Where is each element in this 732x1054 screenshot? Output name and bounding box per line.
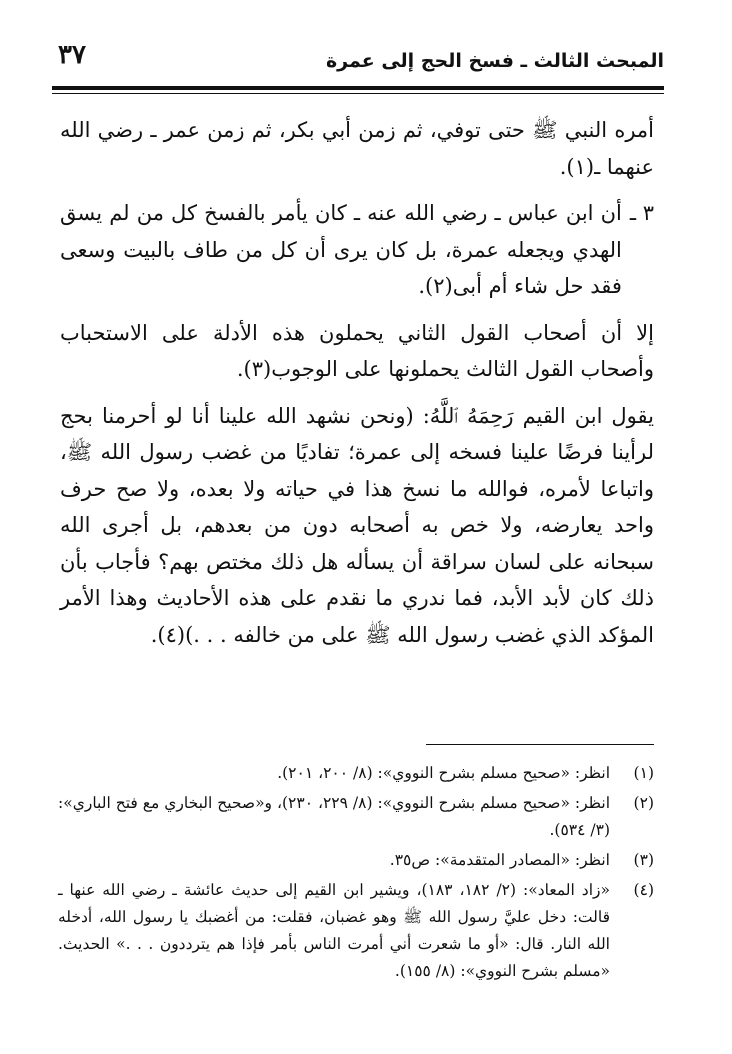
footnote-text: انظر: «صحيح مسلم بشرح النووي»: (٨/ ٢٠٠، ٢٠١). (277, 764, 610, 782)
footnote-text: انظر: «صحيح مسلم بشرح النووي»: (٨/ ٢٢٩، ٢٣٠)، و«صحيح البخاري مع فتح الباري»: (٣/ ٥٣٤). (58, 794, 610, 839)
footnote (58, 790, 654, 844)
footnote (58, 877, 654, 985)
running-head: المبحث الثالث ـ فسخ الحج إلى عمرة (325, 50, 664, 72)
paragraph-continuation: أمره النبي ﷺ حتى توفي، ثم زمن أبي بكر، ثم زمن عمر ـ رضي الله عنهما ـ(١). (60, 118, 654, 179)
footnote-number: (٣) (633, 851, 654, 869)
paragraph-ibn-qayyim-quote: يقول ابن القيم رَحِمَهُ ٱللَّهُ: (ونحن نشهد الله علينا أنا لو أحرمنا بحج لرأينا فرضًا علينا فسخه إلى عمرة؛ تفاديًا من غضب رسول الله ﷺ، واتباعا لأمره، فوالله ما نسخ هذا في حياته ولا بعده، ولا صح حرف واحد يعارضه، ولا خص به أصحابه دون من بعدهم، بل أجرى الله سبحانه على لسان سراقة أن يسأله هل ذلك مختص بهم؟ فأجاب بأن ذلك كان لأبد الأبد، فما ندري ما نقدم على هذه الأحاديث وهذا الأمر المؤكد الذي غضب رسول الله ﷺ على من خالفه . . .)(٤). (60, 403, 654, 647)
item-text: أن ابن عباس ـ رضي الله عنه ـ كان يأمر بالفسخ كل من لم يسق الهدي ويجعله عمرة، بل كان يرى أن كل من طاف بالبيت وسعى فقد حل شاء أم أبى(٢). (60, 201, 622, 298)
footnote-separator (426, 744, 654, 745)
numbered-item-3 (60, 195, 654, 305)
footnote-number: (٢) (633, 794, 654, 812)
footnote-number: (١) (633, 764, 654, 782)
footnote (58, 847, 654, 874)
header-rule-thin (52, 93, 664, 94)
page-number: ٣٧ (58, 40, 86, 70)
header-rule-thick (52, 86, 664, 90)
main-text (60, 112, 654, 653)
item-number: ٣ ـ (629, 201, 654, 225)
footnote-text: انظر: «المصادر المتقدمة»: ص٣٥. (389, 851, 610, 869)
footnote (58, 760, 654, 787)
page-header (58, 38, 664, 82)
footnote-text: «زاد المعاد»: (٢/ ١٨٢، ١٨٣)، ويشير ابن القيم إلى حديث عائشة ـ رضي الله عنها ـ قالت: دخل عليَّ رسول الله ﷺ وهو غضبان، فقلت: من أغضبك يا رسول الله، أدخله الله النار. قال: «أو ما شعرت أني أمرت الناس بأمر فإذا هم يترددون . . .» الحديث. «مسلم بشرح النووي»: (٨/ ١٥٥). (58, 881, 610, 980)
paragraph-second-third-opinions: إلا أن أصحاب القول الثاني يحملون هذه الأدلة على الاستحباب وأصحاب القول الثالث يحملونها على الوجوب(٣). (60, 320, 654, 381)
footnote-number: (٤) (633, 881, 654, 899)
footnotes (58, 760, 654, 988)
